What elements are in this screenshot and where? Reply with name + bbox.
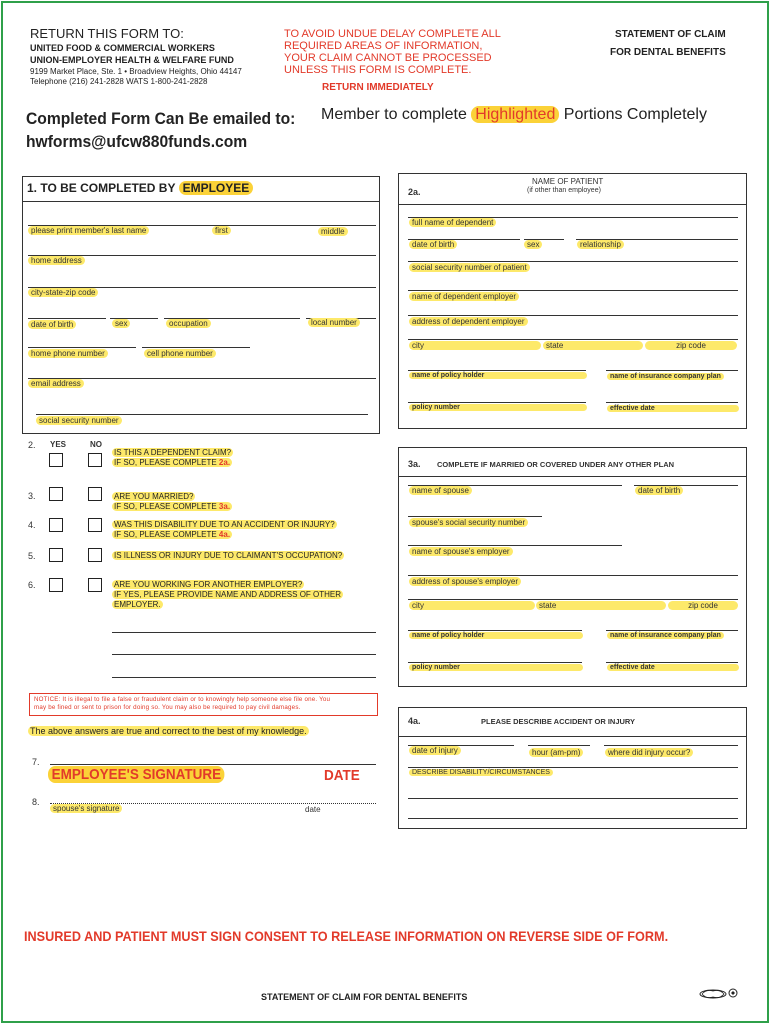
no-header: NO xyxy=(90,440,102,449)
section2a-box xyxy=(398,173,747,429)
q5-text xyxy=(112,551,344,561)
member-instruction-highlighted: Highlighted xyxy=(471,106,559,123)
section3a-box xyxy=(398,447,747,687)
warning-line4: UNLESS THIS FORM IS COMPLETE. xyxy=(284,64,472,76)
q5-line1: IS ILLNESS OR INJURY DUE TO CLAIMANT'S OCCUPATION? xyxy=(114,551,343,560)
notice-line1: NOTICE: It is illegal to file a false or fraudulent claim or to knowingly help someone else file one. You xyxy=(34,696,331,703)
dep-policy-number-label: policy number xyxy=(409,404,587,411)
section3a-title: COMPLETE IF MARRIED OR COVERED UNDER ANY OTHER PLAN xyxy=(437,460,675,469)
dep-full-name-label: full name of dependent xyxy=(409,218,496,227)
warning-line3: YOUR CLAIM CANNOT BE PROCESSED xyxy=(284,52,492,64)
member-instruction-pre: Member to complete xyxy=(321,106,472,123)
dep-employer-label: name of dependent employer xyxy=(409,292,519,301)
q3-line1: ARE YOU MARRIED? xyxy=(114,492,194,501)
statement-title-line2: FOR DENTAL BENEFITS xyxy=(610,47,726,58)
member-instruction xyxy=(321,106,707,124)
home-address-label: home address xyxy=(28,256,85,265)
section3a-number: 3a. xyxy=(408,459,421,469)
section1-title xyxy=(27,181,253,195)
q2-ref: 2a. xyxy=(218,458,231,467)
spouse-effective-date-label: effective date xyxy=(607,664,739,671)
consent-notice: INSURED AND PATIENT MUST SIGN CONSENT TO RELEASE INFORMATION ON REVERSE SIDE OF FORM. xyxy=(24,928,669,944)
q3-line2-text: IF SO, PLEASE COMPLETE xyxy=(114,502,219,511)
spouse-policy-holder-label: name of policy holder xyxy=(409,632,583,639)
statement-title-line1: STATEMENT OF CLAIM xyxy=(615,29,726,40)
warning-line1: TO AVOID UNDUE DELAY COMPLETE ALL xyxy=(284,28,501,40)
section2a-number: 2a. xyxy=(408,187,421,197)
spouse-employer-address-label: address of spouse's employer xyxy=(409,577,521,586)
q3-ref: 3a. xyxy=(218,502,231,511)
ssn-label: social security number xyxy=(36,416,122,425)
other-employer-line2[interactable] xyxy=(112,654,376,655)
employee-signature-line[interactable] xyxy=(50,764,376,765)
city-state-zip-label: city-state-zip code xyxy=(28,288,98,297)
local-number-label: local number xyxy=(308,318,360,327)
dep-sex-label: sex xyxy=(524,240,542,249)
org-line1: UNITED FOOD & COMMERCIAL WORKERS xyxy=(30,43,215,53)
warning-line2: REQUIRED AREAS OF INFORMATION, xyxy=(284,40,483,52)
q4-yes-checkbox[interactable] xyxy=(49,518,63,532)
return-immediately: RETURN IMMEDIATELY xyxy=(322,82,434,93)
q4-line2 xyxy=(112,530,232,539)
employee-signature-text: EMPLOYEE'S SIGNATURE xyxy=(48,766,225,783)
section2a-subtitle: (if other than employee) xyxy=(527,187,601,194)
q3-line2 xyxy=(112,502,232,511)
dep-city-label: city xyxy=(409,341,541,350)
employee-signature-label xyxy=(48,766,244,783)
q2-number: 2. xyxy=(28,440,36,450)
describe-line1[interactable] xyxy=(408,798,738,799)
email-instruction: Completed Form Can Be emailed to: xyxy=(26,109,296,128)
q2-no-checkbox[interactable] xyxy=(88,453,102,467)
section1-title-pre: 1. TO BE COMPLETED BY xyxy=(27,181,179,195)
spouse-dob-label: date of birth xyxy=(635,486,683,495)
q3-yes-checkbox[interactable] xyxy=(49,487,63,501)
union-bug-logo xyxy=(696,987,740,1001)
notice-line2: may be fined or sent to prison for doing so. You may also be required to pay civil damages. xyxy=(34,704,301,711)
footer-statement: STATEMENT OF CLAIM FOR DENTAL BENEFITS xyxy=(261,992,468,1002)
q2-yes-checkbox[interactable] xyxy=(49,453,63,467)
q4-ref: 4a. xyxy=(218,530,231,539)
other-employer-line1[interactable] xyxy=(112,632,376,633)
describe-disability-label: DESCRIBE DISABILITY/CIRCUMSTANCES xyxy=(409,769,553,776)
spouse-date-label: date xyxy=(305,805,321,814)
q6-text xyxy=(112,580,343,610)
section1-title-highlighted: EMPLOYEE xyxy=(179,181,254,195)
q4-text xyxy=(112,520,337,540)
describe-line2[interactable] xyxy=(408,818,738,819)
q4-line1: WAS THIS DISABILITY DUE TO AN ACCIDENT OR INJURY? xyxy=(114,520,335,529)
date-of-injury-label: date of injury xyxy=(409,746,461,755)
middle-name-label: middle xyxy=(318,227,348,236)
q6-line2: IF YES, PLEASE PROVIDE NAME AND ADDRESS OF OTHER xyxy=(114,590,342,599)
occupation-label: occupation xyxy=(166,319,211,328)
org-address: 9199 Market Place, Ste. 1 • Broadview Heights, Ohio 44147 xyxy=(30,67,242,76)
q6-no-checkbox[interactable] xyxy=(88,578,102,592)
union-bug-icon xyxy=(696,987,740,1001)
section4a-number: 4a. xyxy=(408,716,421,726)
spouse-policy-number-label: policy number xyxy=(409,664,583,671)
spouse-insurance-label: name of insurance company plan xyxy=(607,632,724,639)
dep-state-label: state xyxy=(543,341,643,350)
spouse-ssn-label: spouse's social security number xyxy=(409,518,528,527)
dep-policy-holder-label: name of policy holder xyxy=(409,372,587,379)
injury-location-label: where did injury occur? xyxy=(605,748,693,757)
email-label: email address xyxy=(28,379,84,388)
q3-no-checkbox[interactable] xyxy=(88,487,102,501)
item-8-number: 8. xyxy=(32,797,40,807)
q6-line3: EMPLOYER. xyxy=(114,600,161,609)
dep-ssn-label: social security number of patient xyxy=(409,263,530,272)
q2-text xyxy=(112,448,233,468)
q2-line2-text: IF SO, PLEASE COMPLETE xyxy=(114,458,219,467)
q6-number: 6. xyxy=(28,580,36,590)
q5-yes-checkbox[interactable] xyxy=(49,548,63,562)
yes-header: YES xyxy=(50,440,67,449)
dep-insurance-label: name of insurance company plan xyxy=(607,373,724,380)
item-7-number: 7. xyxy=(32,757,40,767)
spouse-employer-label: name of spouse's employer xyxy=(409,547,513,556)
dob-label: date of birth xyxy=(28,320,76,329)
dep-zip-label: zip code xyxy=(645,341,737,350)
q4-line2-text: IF SO, PLEASE COMPLETE xyxy=(114,530,219,539)
section4a-title: PLEASE DESCRIBE ACCIDENT OR INJURY xyxy=(481,717,636,726)
q6-line1: ARE YOU WORKING FOR ANOTHER EMPLOYER? xyxy=(114,580,303,589)
home-phone-label: home phone number xyxy=(28,349,108,358)
return-to-title: RETURN THIS FORM TO: xyxy=(30,26,184,41)
spouse-signature-label: spouse's signature xyxy=(50,804,122,813)
member-instruction-post: Portions Completely xyxy=(559,106,707,123)
dep-dob-label: date of birth xyxy=(409,240,457,249)
q3-text xyxy=(112,492,232,512)
spouse-name-label: name of spouse xyxy=(409,486,472,495)
injury-hour-label: hour (am-pm) xyxy=(529,748,583,757)
section2a-title: NAME OF PATIENT xyxy=(532,177,604,186)
dep-relationship-label: relationship xyxy=(577,240,624,249)
other-employer-line3[interactable] xyxy=(112,677,376,678)
org-phones: Telephone (216) 241-2828 WATS 1-800-241-2828 xyxy=(30,77,208,86)
q2-line2 xyxy=(112,458,232,467)
notice-box xyxy=(29,693,378,716)
spouse-city-label: city xyxy=(409,601,535,610)
email-address: hwforms@ufcw880funds.com xyxy=(26,132,248,151)
dep-employer-address-label: address of dependent employer xyxy=(409,317,528,326)
attestation-text: The above answers are true and correct to the best of my knowledge. xyxy=(30,726,307,736)
q2-line1: IS THIS A DEPENDENT CLAIM? xyxy=(114,448,232,457)
spouse-state-label: state xyxy=(536,601,666,610)
q5-no-checkbox[interactable] xyxy=(88,548,102,562)
last-name-label: please print member's last name xyxy=(28,226,149,235)
sex-label: sex xyxy=(112,319,130,328)
org-line2: UNION-EMPLOYER HEALTH & WELFARE FUND xyxy=(30,55,234,65)
first-name-label: first xyxy=(212,226,231,235)
q4-no-checkbox[interactable] xyxy=(88,518,102,532)
employee-date-label: DATE xyxy=(324,767,360,784)
q5-number: 5. xyxy=(28,551,36,561)
spouse-zip-label: zip code xyxy=(668,601,738,610)
q3-number: 3. xyxy=(28,491,36,501)
dep-effective-date-label: effective date xyxy=(607,405,739,412)
cell-phone-label: cell phone number xyxy=(144,349,216,358)
q4-number: 4. xyxy=(28,520,36,530)
q6-yes-checkbox[interactable] xyxy=(49,578,63,592)
